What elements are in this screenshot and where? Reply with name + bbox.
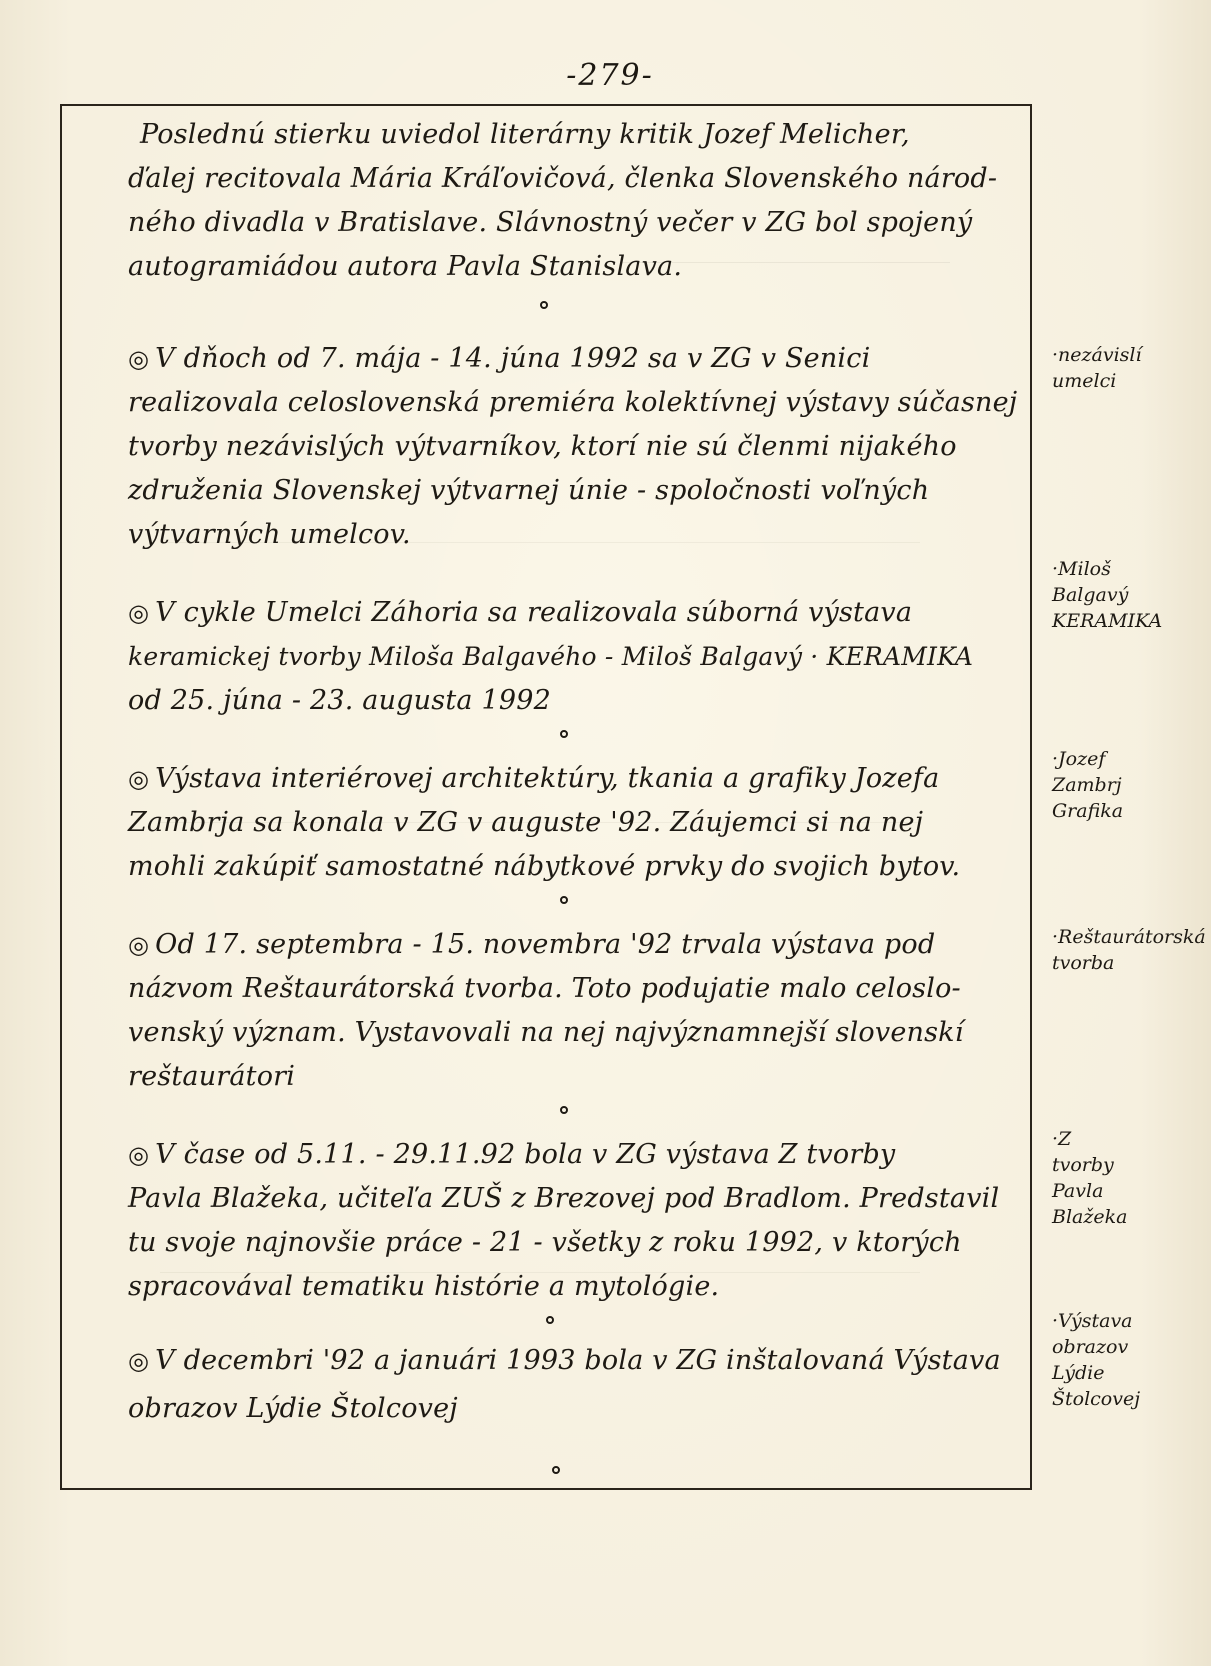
circled-bullet-icon: ◎ [128,599,150,627]
entry-3-line-1-text: V cykle Umelci Záhoria sa realizovala súborná výstava [155,597,913,628]
separator-dot [560,730,568,738]
entry-6-line-2: Pavla Blažeka, učiteľa ZUŠ z Brezovej pod Bradlom. Predstavil [128,1183,1000,1214]
separator-dot [560,896,568,904]
entry-4-line-1 [128,762,939,796]
entry-7-line-1 [128,1344,1001,1378]
entry-5-line-4: reštaurátori [128,1061,296,1092]
separator-dot [560,1106,568,1114]
entry-2-line-1-text: V dňoch od 7. mája - 14. júna 1992 sa v ZG v Senici [155,343,871,374]
entry-5-line-1 [128,928,935,962]
entry-6-line-1-text: V čase od 5.11. - 29.11.92 bola v ZG výstava Z tvorby [155,1139,896,1170]
circled-bullet-icon: ◎ [128,1141,150,1169]
entry-2-line-1 [128,342,870,376]
margin-note-pavol-blazek: ·Z tvorby Pavla Blažeka [1052,1128,1128,1228]
entry-7-line-2: obrazov Lýdie Štolcovej [128,1393,458,1424]
entry-1-line-2: ďalej recitovala Mária Kráľovičová, členka Slovenského národ- [128,163,998,194]
entry-1-line-4: autogramiádou autora Pavla Stanislava. [128,251,683,282]
circled-bullet-icon: ◎ [128,345,150,373]
entry-6-line-4: spracovával tematiku histórie a mytológie. [128,1271,720,1302]
entry-7-line-1-text: V decembri '92 a januári 1993 bola v ZG inštalovaná Výstava [155,1345,1001,1376]
margin-note-lydia-stolcova: ·Výstava obrazov Lýdie Štolcovej [1052,1310,1141,1410]
separator-dot [552,1466,560,1474]
entry-4-line-3: mohli zakúpiť samostatné nábytkové prvky do svojich bytov. [128,851,961,882]
page-number: -279- [566,58,654,93]
entry-5-line-3: venský význam. Vystavovali na nej najvýznamnejší slovenskí [128,1017,964,1048]
entry-3-line-1 [128,596,912,630]
entry-4-line-2: Zambrja sa konala v ZG v auguste '92. Záujemci si na nej [128,807,924,838]
circled-bullet-icon: ◎ [128,1347,150,1375]
entry-2-line-4: združenia Slovenskej výtvarnej únie - spoločnosti voľných [128,475,930,506]
entry-2-line-3: tvorby nezávislých výtvarníkov, ktorí nie sú členmi nijakého [128,431,957,462]
separator-dot [546,1316,554,1324]
entry-2-line-5: výtvarných umelcov. [128,519,411,550]
entry-2-line-2: realizovala celoslovenská premiéra kolektívnej výstavy súčasnej [128,387,1018,418]
separator-dot [540,301,548,309]
margin-note-restauratorska-tvorba: ·Reštaurátorská tvorba [1052,926,1206,974]
margin-note-nezavisli-umelci: ·nezávislí umelci [1052,344,1142,392]
margin-note-jozef-zambrj: ·Jozef Zambrj Grafika [1052,748,1124,822]
circled-bullet-icon: ◎ [128,931,150,959]
margin-note-milos-balgavy: ·Miloš Balgavý KERAMIKA [1052,558,1163,632]
entry-6-line-3: tu svoje najnovšie práce - 21 - všetky z roku 1992, v ktorých [128,1227,962,1258]
entry-4-line-1-text: Výstava interiérovej architektúry, tkania a grafiky Jozefa [155,763,940,794]
entry-3-line-3: od 25. júna - 23. augusta 1992 [128,685,551,716]
entry-5-line-2: názvom Reštaurátorská tvorba. Toto podujatie malo celoslo- [128,973,961,1004]
entry-1-line-1: Poslednú stierku uviedol literárny kritik Jozef Melicher, [140,119,910,150]
entry-5-line-1-text: Od 17. septembra - 15. novembra '92 trvala výstava pod [155,929,936,960]
entry-6-line-1 [128,1138,895,1172]
entry-3-line-2: keramickej tvorby Miloša Balgavého - Miloš Balgavý · KERAMIKA [128,642,974,671]
circled-bullet-icon: ◎ [128,765,150,793]
entry-1-line-3: ného divadla v Bratislave. Slávnostný večer v ZG bol spojený [128,207,973,238]
